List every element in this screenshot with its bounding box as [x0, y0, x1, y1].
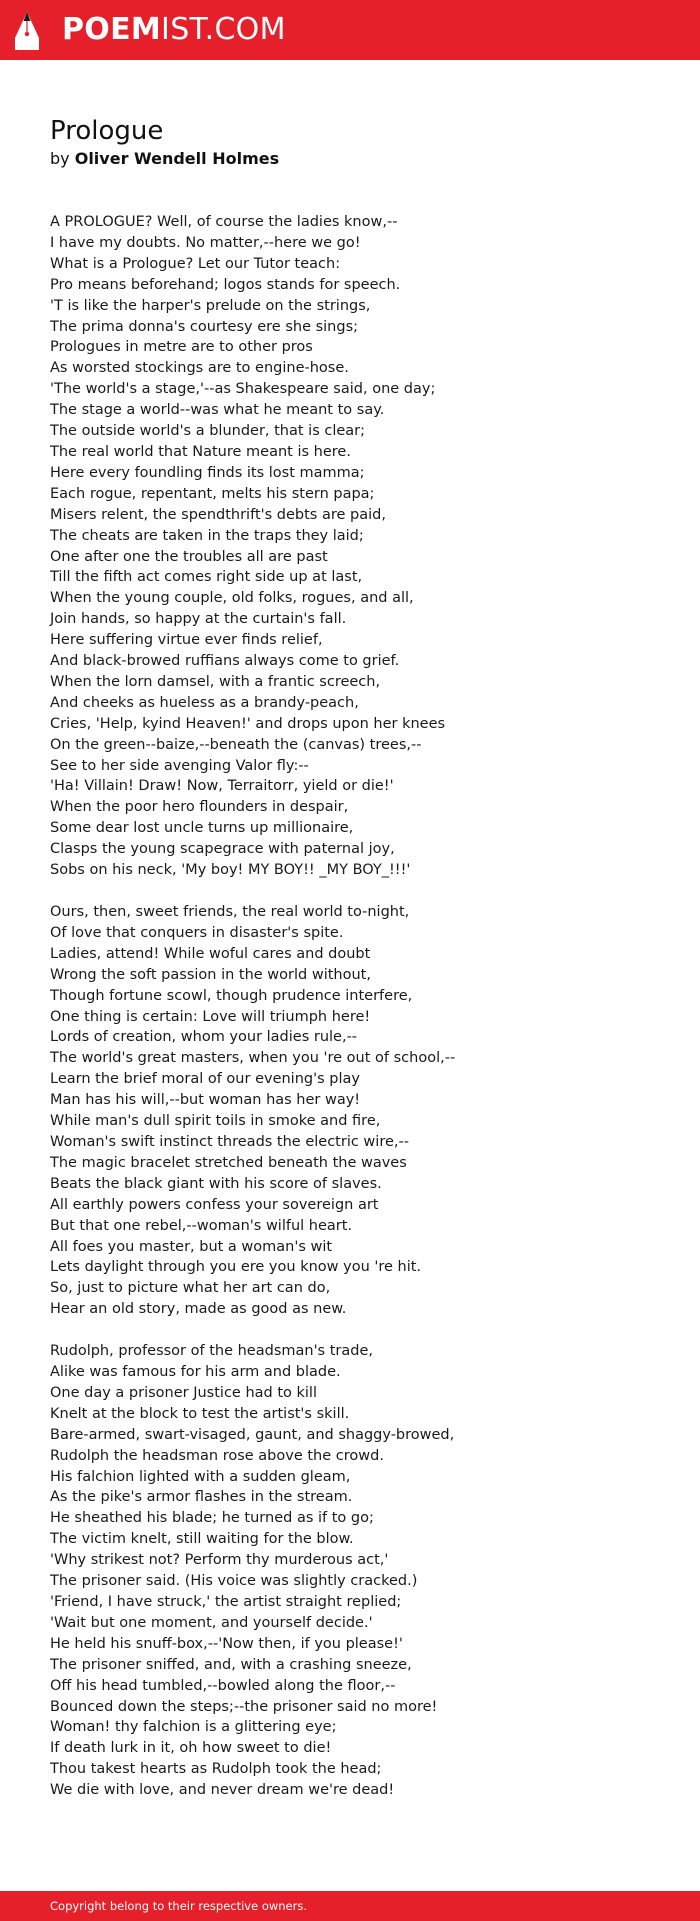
poem-line: Join hands, so happy at the curtain's fall. [50, 611, 347, 628]
poem-line: Off his head tumbled,--bowled along the floor,-- [50, 1677, 396, 1694]
poem-line: 'Wait but one moment, and yourself decide.' [50, 1614, 373, 1631]
by-label: by [50, 149, 70, 168]
poem-line: What is a Prologue? Let our Tutor teach: [50, 255, 341, 272]
poem-line: I have my doubts. No matter,--here we go! [50, 234, 361, 251]
poem-line: Hear an old story, made as good as new. [50, 1301, 347, 1318]
poem-line: Here every foundling finds its lost mamma; [50, 464, 365, 481]
poem-line: The world's great masters, when you 're out of school,-- [50, 1050, 456, 1067]
poem-line: The stage a world--was what he meant to say. [50, 402, 385, 419]
poem-line: When the young couple, old folks, rogues, and all, [50, 590, 414, 607]
poem-line: The prima donna's courtesy ere she sings; [50, 318, 359, 335]
poem-line: Lets daylight through you ere you know you 're hit. [50, 1259, 422, 1276]
poem-line: 'T is like the harper's prelude on the strings, [50, 297, 371, 314]
poem-stanza [50, 212, 650, 881]
poem-line: Some dear lost uncle turns up millionaire, [50, 820, 354, 837]
poem-line: Woman's swift instinct threads the electric wire,-- [50, 1133, 409, 1150]
poem-line: Knelt at the block to test the artist's skill. [50, 1405, 350, 1422]
logo-bold-text: POEM [62, 12, 162, 47]
author-name[interactable]: Oliver Wendell Holmes [74, 149, 280, 168]
poem-line: A PROLOGUE? Well, of course the ladies know,-- [50, 214, 398, 230]
poem-line: And cheeks as hueless as a brandy-peach, [50, 694, 359, 711]
pen-nib-icon[interactable] [14, 11, 40, 51]
poem-line: Beats the black giant with his score of slaves. [50, 1175, 382, 1192]
poem-line: One day a prisoner Justice had to kill [50, 1384, 317, 1401]
poem-line: Bounced down the steps;--the prisoner said no more! [50, 1698, 438, 1715]
poem-line: Ladies, attend! While woful cares and doubt [50, 945, 371, 962]
poem-line: But that one rebel,--woman's wilful heart. [50, 1217, 353, 1234]
poem-line: The magic bracelet stretched beneath the waves [50, 1154, 407, 1171]
site-footer [0, 1891, 700, 1921]
poem-line: The cheats are taken in the traps they laid; [50, 527, 364, 544]
poem-line: When the lorn damsel, with a frantic screech, [50, 673, 381, 690]
poem-line: Rudolph, professor of the headsman's trade, [50, 1343, 373, 1360]
poem-line: As the pike's armor flashes in the stream. [50, 1489, 353, 1506]
poem-line: He held his snuff-box,--'Now then, if you please!' [50, 1635, 403, 1652]
poem-line: Alike was famous for his arm and blade. [50, 1364, 341, 1381]
poem-line: Cries, 'Help, kyind Heaven!' and drops upon her knees [50, 715, 446, 732]
poem-line: His falchion lighted with a sudden gleam, [50, 1468, 351, 1485]
poem-line: 'Why strikest not? Perform thy murderous act,' [50, 1552, 389, 1569]
poem-line: The prisoner sniffed, and, with a crashing sneeze, [50, 1656, 412, 1673]
poem-line: See to her side avenging Valor fly:-- [50, 757, 309, 774]
poem-line: Learn the brief moral of our evening's play [50, 1071, 360, 1088]
site-header [0, 0, 700, 60]
poem-line: Thou takest hearts as Rudolph took the head; [50, 1761, 382, 1778]
poem-line: The prisoner said. (His voice was slightly cracked.) [50, 1573, 418, 1590]
poem-byline [50, 148, 650, 170]
poem-line: Misers relent, the spendthrift's debts are paid, [50, 506, 386, 523]
logo-rest-text: IST.COM [161, 12, 286, 47]
poem-body [50, 212, 650, 1801]
poem-line: One thing is certain: Love will triumph here! [50, 1008, 371, 1025]
poem-line: Though fortune scowl, though prudence interfere, [50, 987, 413, 1004]
site-logo[interactable] [62, 10, 286, 50]
poem-line: So, just to picture what her art can do, [50, 1280, 331, 1297]
poem-line: As worsted stockings are to engine-hose. [50, 360, 349, 377]
poem-line: 'The world's a stage,'--as Shakespeare said, one day; [50, 381, 436, 398]
poem-line: We die with love, and never dream we're dead! [50, 1782, 395, 1799]
poem-title: Prologue [50, 116, 164, 146]
poem-line: 'Friend, I have struck,' the artist straight replied; [50, 1594, 402, 1610]
poem-line: Till the fifth act comes right side up at last, [50, 569, 363, 586]
poem-line: 'Ha! Villain! Draw! Now, Terraitorr, yield or die!' [50, 778, 394, 795]
poem-line: All earthly powers confess your sovereign art [50, 1196, 379, 1213]
poem-line: The outside world's a blunder, that is clear; [50, 423, 366, 440]
poem-line: The real world that Nature meant is here. [50, 443, 351, 460]
poem-line: All foes you master, but a woman's wit [50, 1238, 333, 1255]
poem-line: Prologues in metre are to other pros [50, 339, 313, 356]
poem-line: When the poor hero flounders in despair, [50, 799, 349, 816]
poem-line: Woman! thy falchion is a glittering eye; [50, 1719, 337, 1736]
poem-line: One after one the troubles all are past [50, 548, 328, 565]
poem-line: Of love that conquers in disaster's spite. [50, 924, 344, 941]
poem-line: Bare-armed, swart-visaged, gaunt, and shaggy-browed, [50, 1426, 455, 1443]
copyright-text: Copyright belong to their respective owners. [50, 1899, 308, 1913]
poem-line: While man's dull spirit toils in smoke and fire, [50, 1113, 381, 1130]
poem-line: Man has his will,--but woman has her way! [50, 1092, 361, 1109]
poem-line: The victim knelt, still waiting for the blow. [50, 1531, 354, 1548]
poem-line: He sheathed his blade; he turned as if to go; [50, 1510, 374, 1527]
poem-content [50, 114, 650, 1822]
poem-line: Ours, then, sweet friends, the real world to-night, [50, 904, 410, 920]
poem-line: Lords of creation, whom your ladies rule,-- [50, 1029, 358, 1046]
poem-stanza [50, 1341, 650, 1801]
poem-line: Sobs on his neck, 'My boy! MY BOY!! _MY BOY_!!!' [50, 862, 411, 879]
poem-line: If death lurk in it, oh how sweet to die! [50, 1740, 332, 1757]
poem-line: Each rogue, repentant, melts his stern papa; [50, 485, 375, 502]
poem-line: Wrong the soft passion in the world without, [50, 966, 371, 983]
poem-line: Here suffering virtue ever finds relief, [50, 632, 323, 649]
poem-line: Clasps the young scapegrace with paternal joy, [50, 841, 395, 858]
poem-line: And black-browed ruffians always come to grief. [50, 653, 400, 670]
poem-line: On the green--baize,--beneath the (canvas) trees,-- [50, 736, 422, 753]
poem-stanza [50, 902, 650, 1320]
poem-line: Pro means beforehand; logos stands for speech. [50, 276, 401, 293]
poem-line: Rudolph the headsman rose above the crowd. [50, 1447, 384, 1464]
